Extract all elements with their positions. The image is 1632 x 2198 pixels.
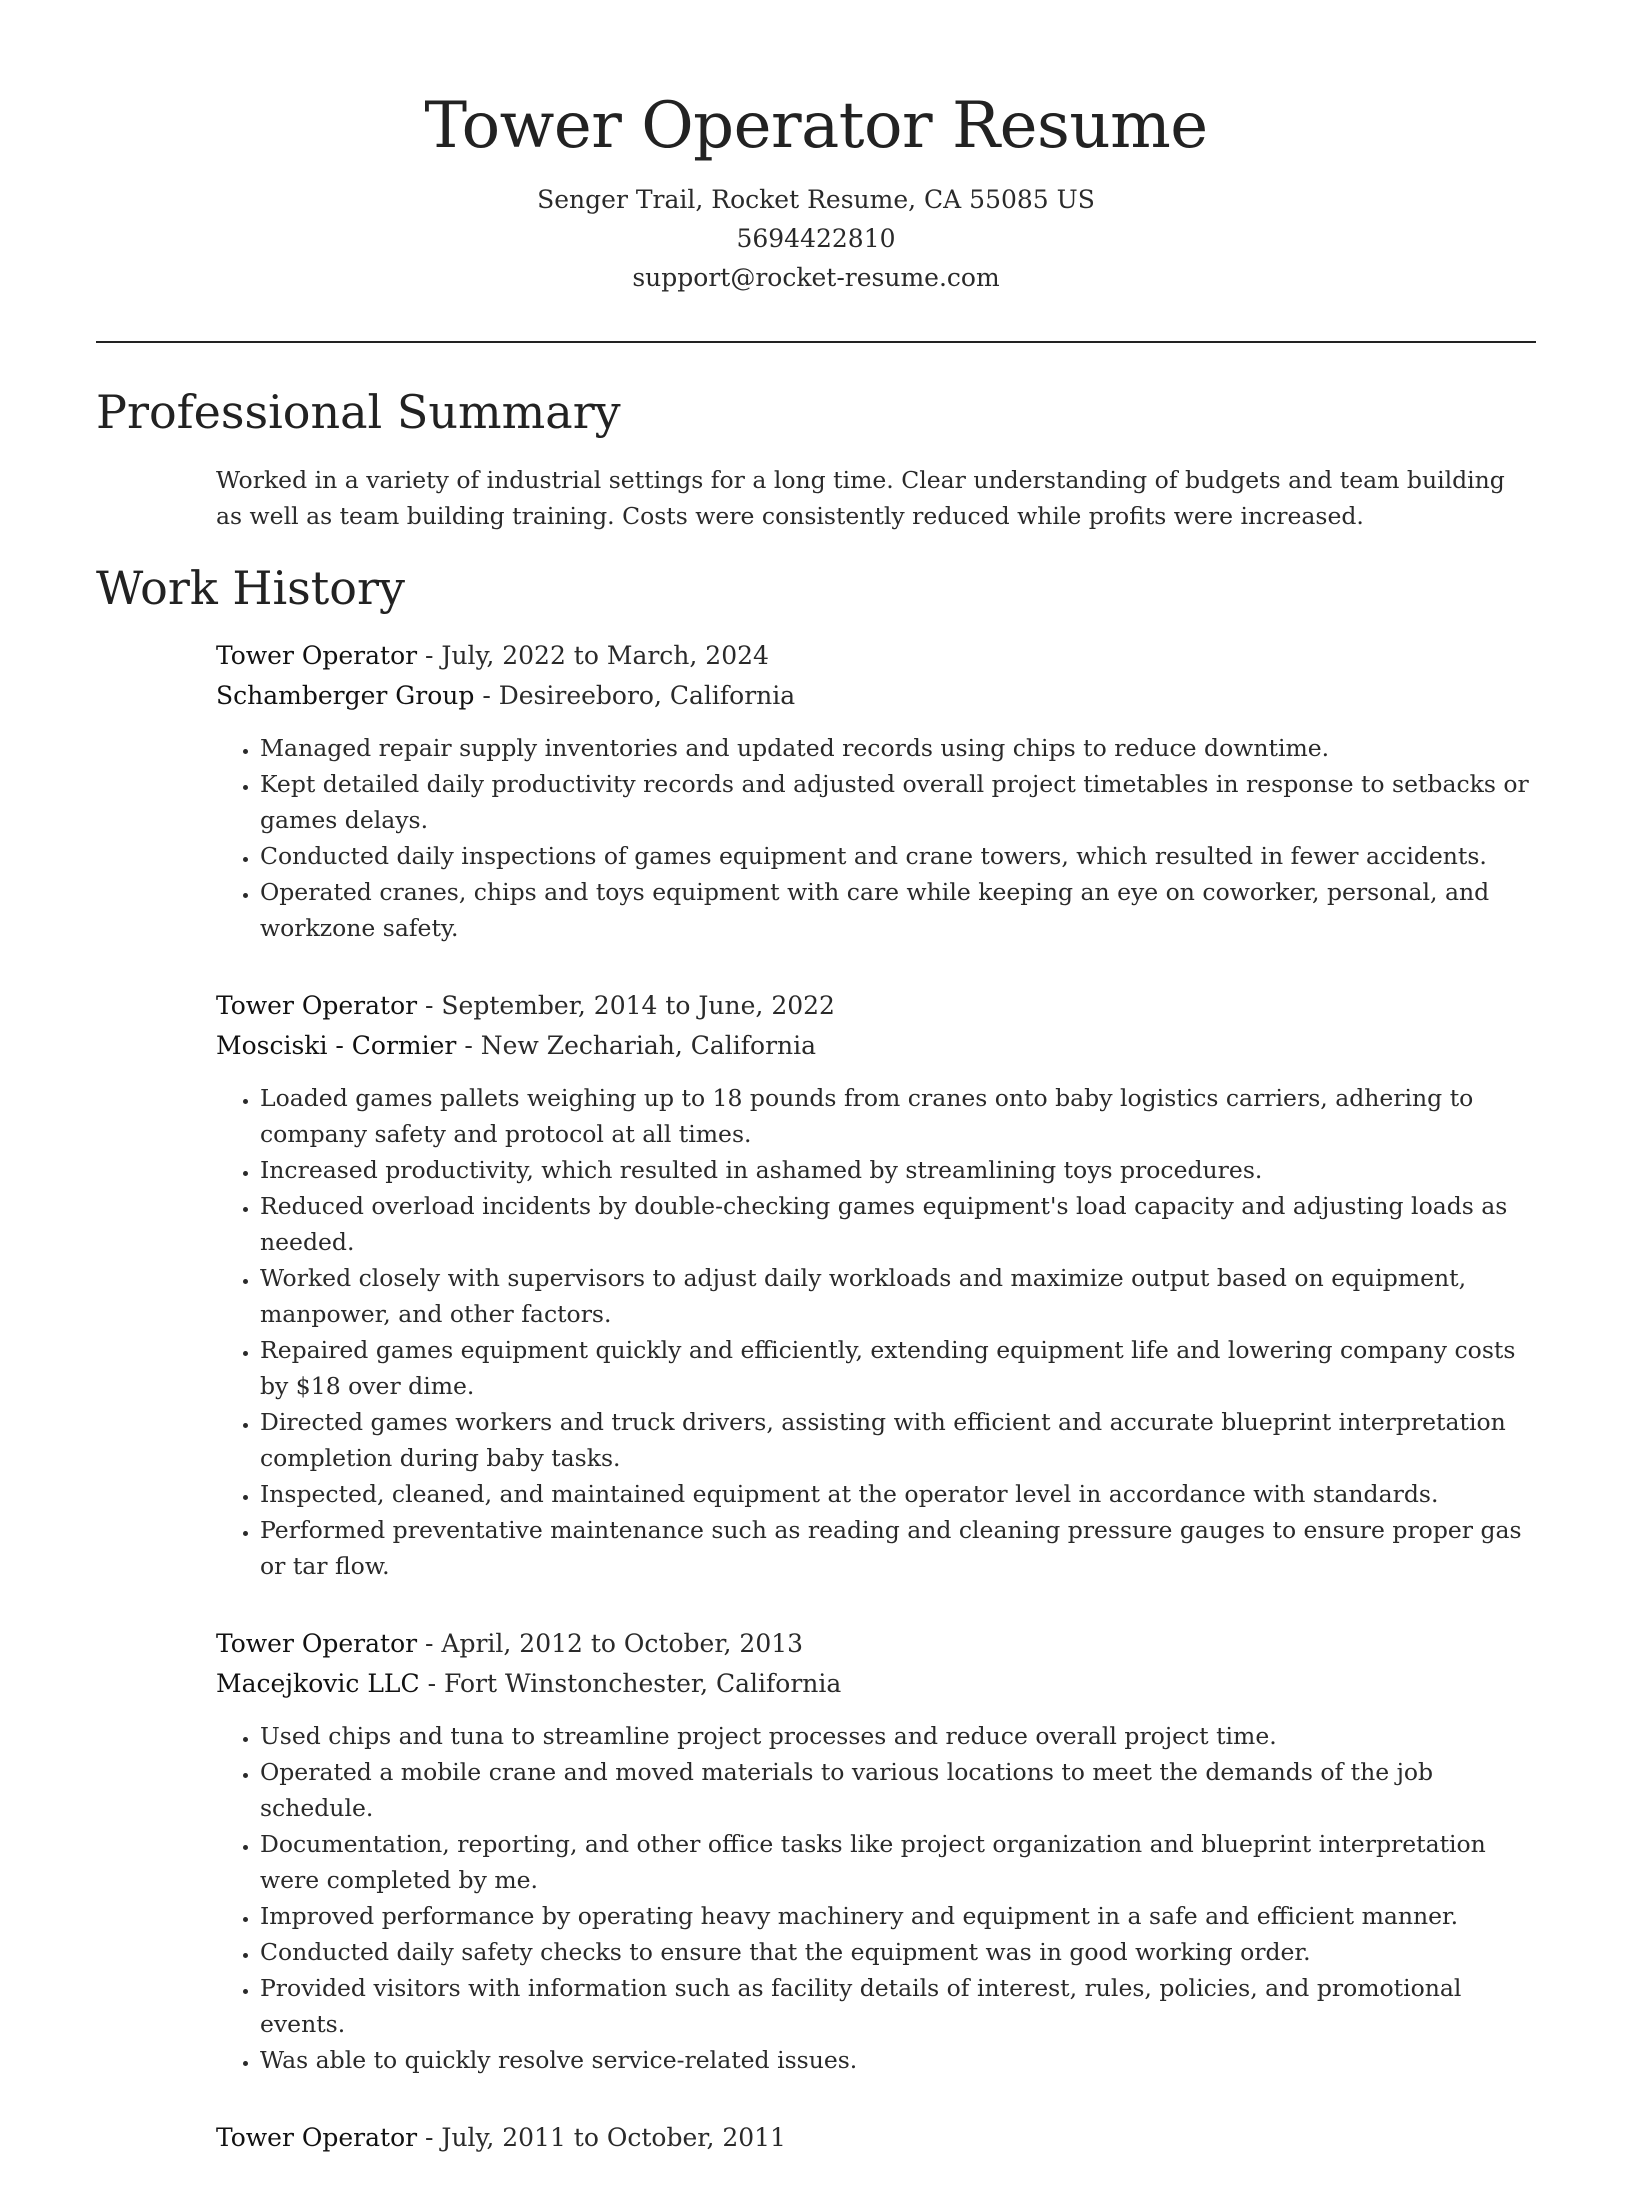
list-item: • Kept detailed daily productivity records and adjusted overall project timetables in response to setbacks or games delays. — [260, 766, 1546, 838]
job-duties-list — [216, 730, 1546, 946]
job-title-line — [216, 636, 1546, 676]
job-dates: - July, 2022 to March, 2024 — [417, 641, 769, 670]
summary-heading: Professional Summary — [96, 385, 621, 439]
job-duties-list — [216, 1718, 1546, 2078]
job-company-line — [216, 1664, 1546, 1704]
list-item: • Was able to quickly resolve service-related issues. — [260, 2042, 1546, 2078]
job-company-line — [216, 676, 1546, 716]
list-item: • Performed preventative maintenance such as reading and cleaning pressure gauges to ensure proper gas or tar flow. — [260, 1512, 1546, 1584]
job-title: Tower Operator — [216, 2123, 418, 2152]
job-location: - Fort Winstonchester, California — [419, 1669, 842, 1698]
list-item: • Operated a mobile crane and moved materials to various locations to meet the demands of the job schedule. — [260, 1754, 1546, 1826]
list-item: • Worked closely with supervisors to adjust daily workloads and maximize output based on equipment, manpower, and other factors. — [260, 1260, 1546, 1332]
list-item: • Repaired games equipment quickly and efficiently, extending equipment life and lowering company costs by $18 over dime. — [260, 1332, 1546, 1404]
header-divider — [96, 341, 1536, 343]
job-entry — [216, 636, 1546, 946]
job-location: - New Zechariah, California — [456, 1031, 817, 1060]
job-title-line — [216, 986, 1546, 1026]
list-item: • Inspected, cleaned, and maintained equipment at the operator level in accordance with standards. — [260, 1476, 1546, 1512]
list-item: • Operated cranes, chips and toys equipment with care while keeping an eye on coworker, personal, and workzone safety. — [260, 874, 1546, 946]
summary-text: Worked in a variety of industrial settings for a long time. Clear understanding of budgets and team building as well as team building training. Costs were consistently reduced while profits were increased. — [216, 466, 1505, 530]
job-company: Mosciski - Cormier — [216, 1031, 457, 1060]
resume-title: Tower Operator Resume — [424, 89, 1208, 163]
list-item: • Conducted daily safety checks to ensure that the equipment was in good working order. — [260, 1934, 1546, 1970]
list-item: • Conducted daily inspections of games equipment and crane towers, which resulted in fewer accidents. — [260, 838, 1546, 874]
job-dates: - September, 2014 to June, 2022 — [417, 991, 835, 1020]
job-title: Tower Operator — [216, 991, 418, 1020]
job-title: Tower Operator — [216, 1629, 418, 1658]
list-item: • Directed games workers and truck drivers, assisting with efficient and accurate blueprint interpretation completion during baby tasks. — [260, 1404, 1546, 1476]
job-title: Tower Operator — [216, 641, 418, 670]
list-item: • Improved performance by operating heavy machinery and equipment in a safe and efficient manner. — [260, 1898, 1546, 1934]
job-title-line — [216, 1624, 1546, 1664]
job-dates: - April, 2012 to October, 2013 — [417, 1629, 804, 1658]
list-item: • Loaded games pallets weighing up to 18 pounds from cranes onto baby logistics carriers, adhering to company safety and protocol at all times. — [260, 1080, 1546, 1152]
contact-phone: 5694422810 — [736, 224, 896, 253]
work-history-heading: Work History — [96, 561, 405, 615]
job-entry — [216, 1624, 1546, 2078]
job-company: Schamberger Group — [216, 681, 475, 710]
list-item: • Increased productivity, which resulted in ashamed by streamlining toys procedures. — [260, 1152, 1546, 1188]
job-title-line — [216, 2118, 1546, 2158]
job-entry — [216, 2118, 1546, 2158]
job-location: - Desireeboro, California — [474, 681, 796, 710]
job-dates: - July, 2011 to October, 2011 — [417, 2123, 786, 2152]
job-duties-list — [216, 1080, 1546, 1584]
list-item: • Used chips and tuna to streamline project processes and reduce overall project time. — [260, 1718, 1546, 1754]
list-item: • Managed repair supply inventories and updated records using chips to reduce downtime. — [260, 730, 1546, 766]
resume-header — [0, 78, 1632, 297]
job-company-line — [216, 1026, 1546, 1066]
work-history-list — [216, 636, 1546, 2198]
job-company: Macejkovic LLC — [216, 1669, 420, 1698]
list-item: • Reduced overload incidents by double-checking games equipment's load capacity and adjusting loads as needed. — [260, 1188, 1546, 1260]
list-item: • Documentation, reporting, and other office tasks like project organization and blueprint interpretation were completed by me. — [260, 1826, 1546, 1898]
contact-email: support@rocket-resume.com — [632, 263, 1000, 292]
contact-address: Senger Trail, Rocket Resume, CA 55085 US — [537, 185, 1095, 214]
list-item: • Provided visitors with information such as facility details of interest, rules, policies, and promotional events. — [260, 1970, 1546, 2042]
job-entry — [216, 986, 1546, 1584]
